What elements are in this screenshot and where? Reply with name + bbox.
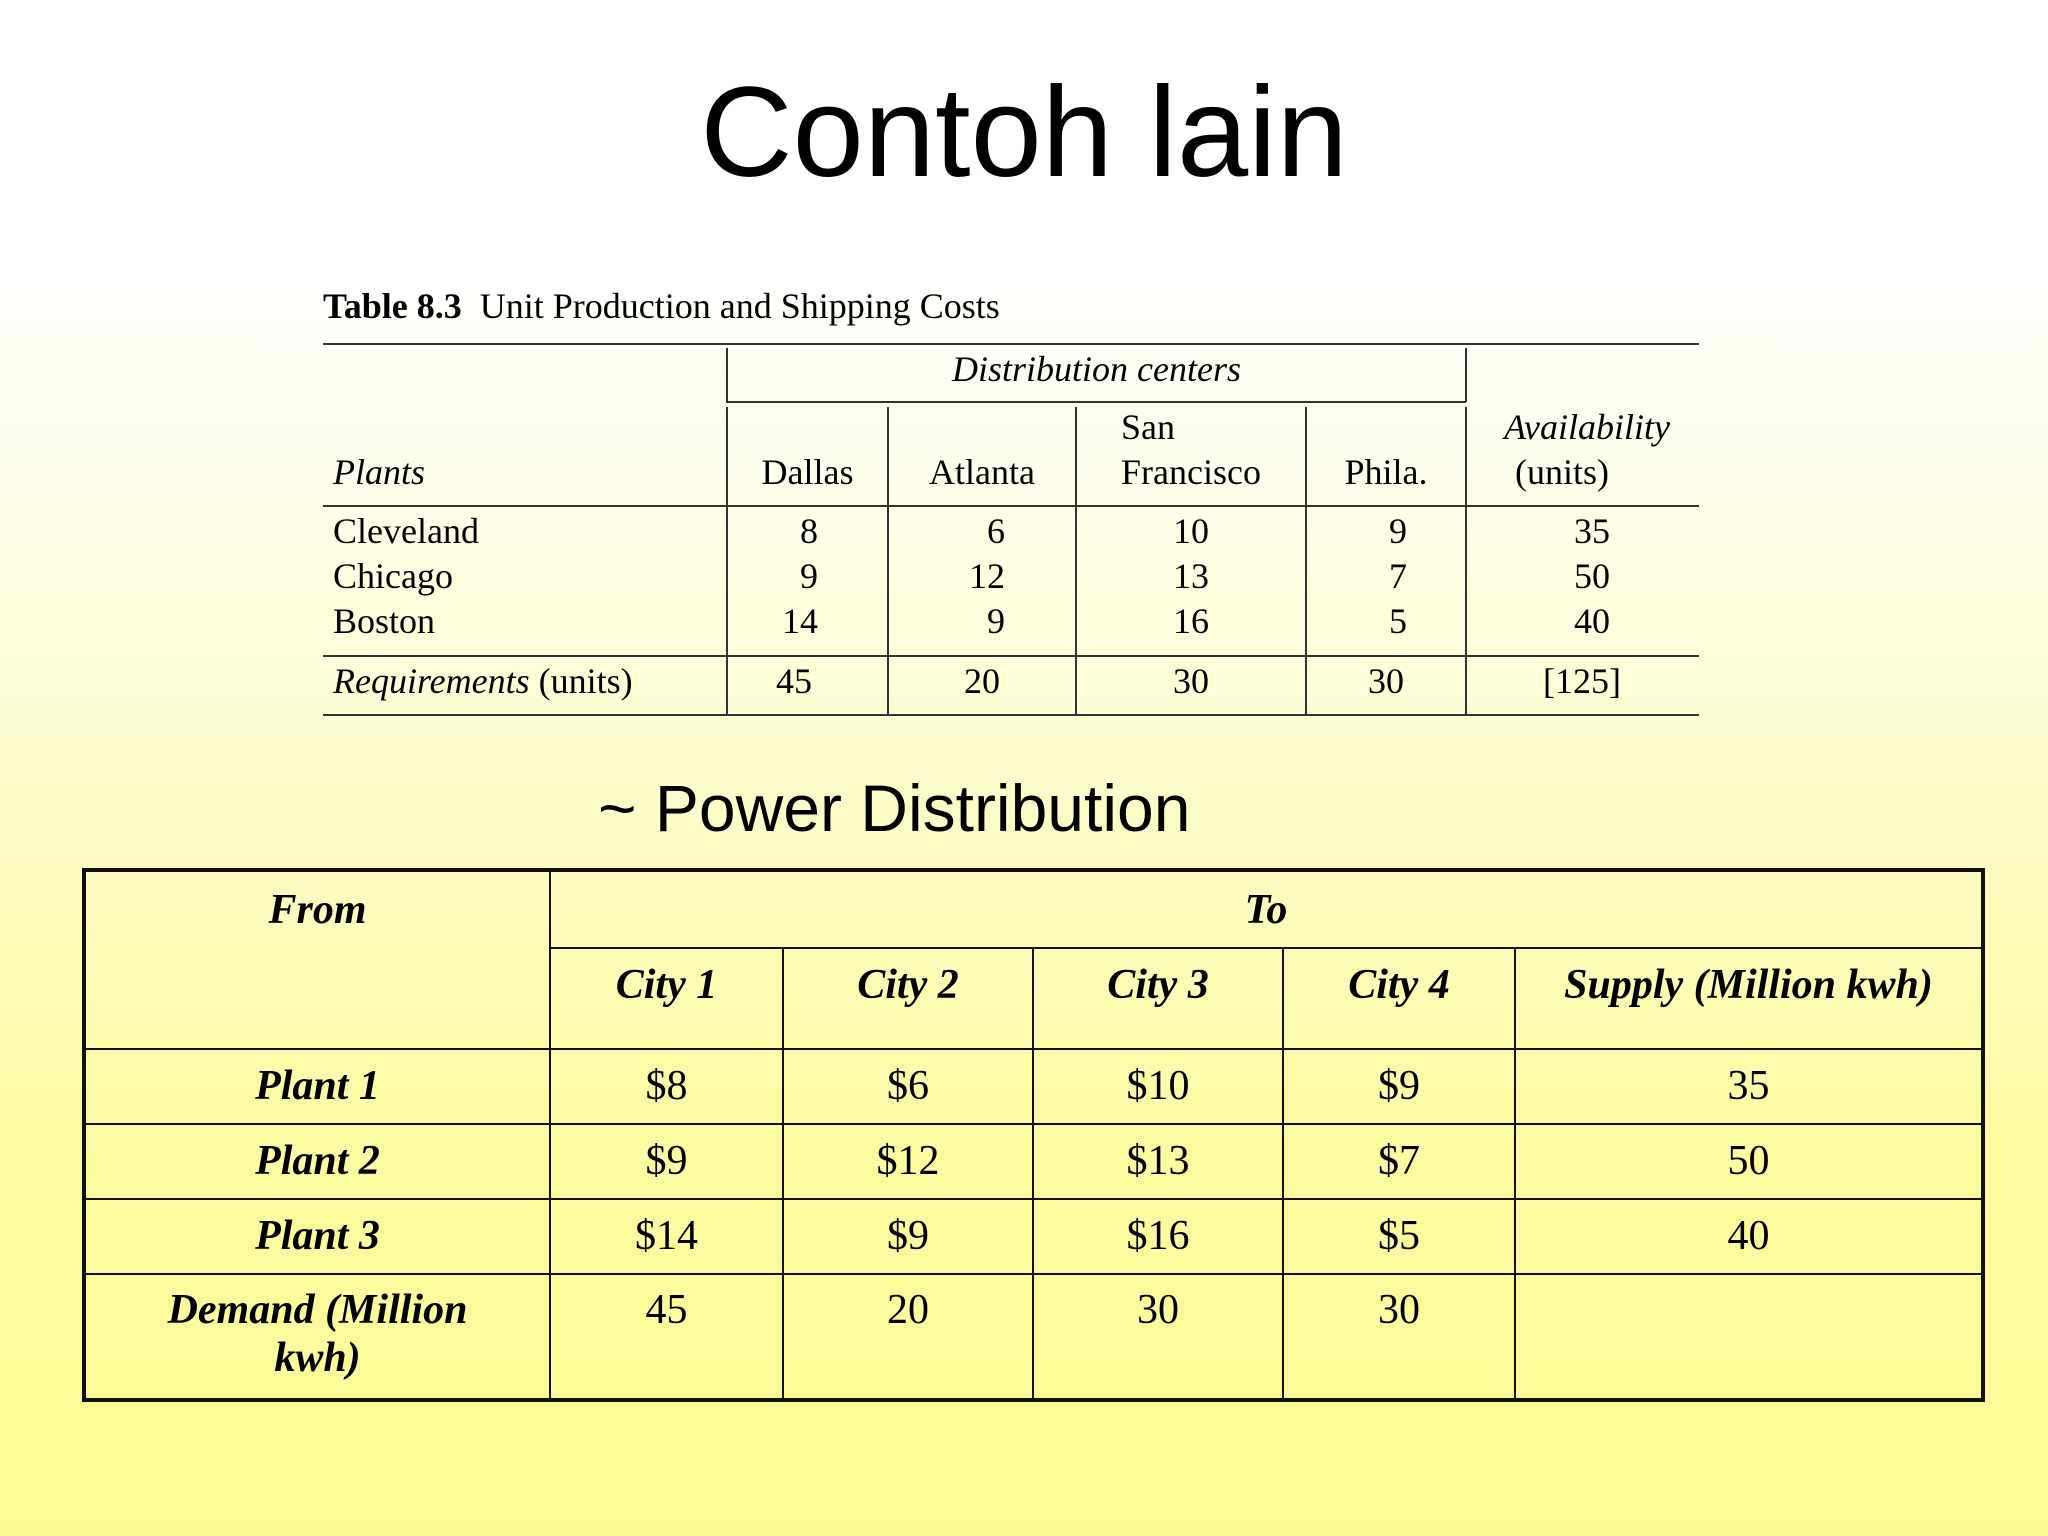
cost-cell: $10 [1126, 1063, 1190, 1109]
cost-cell: 10 [1173, 511, 1209, 551]
cost-cell: $9 [645, 1138, 688, 1184]
requirement-cell: 45 [776, 661, 812, 701]
col-city-3: City 3 [1107, 962, 1209, 1008]
cost-cell: 13 [1173, 556, 1209, 596]
col-city-1: City 1 [615, 962, 718, 1008]
cost-cell: $9 [887, 1213, 929, 1259]
power-distribution-table [82, 868, 1985, 1402]
plant-name: Boston [333, 601, 436, 641]
col-san: San [1121, 407, 1175, 447]
availability-cell: 40 [1574, 601, 1610, 641]
plant-name: Cleveland [333, 511, 479, 551]
supply-cell: 35 [1727, 1063, 1770, 1109]
cost-cell: $7 [1378, 1138, 1420, 1184]
cost-cell: 5 [1389, 601, 1407, 641]
cost-cell: 6 [987, 511, 1005, 551]
cost-cell: 8 [800, 511, 818, 551]
demand-cell: 45 [645, 1287, 688, 1333]
cost-cell: 9 [987, 601, 1005, 641]
cost-cell: 7 [1389, 556, 1407, 596]
demand-cell: 30 [1137, 1287, 1179, 1333]
col-dallas: Dallas [761, 452, 854, 492]
section-subtitle: ~ Power Distribution [598, 771, 1191, 845]
col-city-4: City 4 [1348, 962, 1450, 1008]
requirements-label: Requirements (units) [333, 661, 633, 701]
cost-cell: $6 [887, 1063, 929, 1109]
cost-cell: $13 [1126, 1138, 1190, 1184]
cost-cell: 9 [1389, 511, 1407, 551]
col-phila: Phila. [1344, 452, 1428, 492]
supply-cell: 50 [1727, 1138, 1770, 1184]
availability-header: Availability [1504, 407, 1670, 447]
cost-cell: 14 [782, 601, 818, 641]
row-label: Plant 1 [255, 1063, 380, 1109]
cost-cell: 9 [800, 556, 818, 596]
to-header: To [1244, 887, 1288, 933]
from-header: From [268, 887, 367, 933]
demand-cell: 20 [887, 1287, 929, 1333]
cost-cell: $16 [1126, 1213, 1190, 1259]
demand-cell: 30 [1378, 1287, 1420, 1333]
supply-cell: 40 [1727, 1213, 1770, 1259]
cost-cell: $8 [645, 1063, 688, 1109]
col-atlanta: Atlanta [929, 452, 1035, 492]
plants-header: Plants [333, 452, 426, 492]
availability-cell: 35 [1574, 511, 1610, 551]
col-city-2: City 2 [857, 962, 959, 1008]
cost-cell: $9 [1378, 1063, 1420, 1109]
table-caption-text: Unit Production and Shipping Costs [479, 286, 1000, 326]
col-supply: Supply (Million kwh) [1564, 962, 1933, 1008]
requirement-cell: 30 [1173, 661, 1209, 701]
row-label: Plant 2 [255, 1138, 380, 1184]
requirement-cell: 20 [964, 661, 1000, 701]
distribution-centers-header: Distribution centers [952, 349, 1241, 389]
availability-cell: 50 [1574, 556, 1610, 596]
cost-cell: $12 [876, 1138, 940, 1184]
cost-cell: 12 [969, 556, 1005, 596]
availability-units: (units) [1515, 452, 1609, 492]
requirement-cell: 30 [1368, 661, 1404, 701]
requirement-total: [125] [1543, 661, 1621, 701]
cost-cell: $5 [1378, 1213, 1420, 1259]
plant-name: Chicago [333, 556, 453, 596]
table-caption-label: Table 8.3 [323, 286, 462, 326]
slide-title: Contoh lain [700, 61, 1348, 204]
demand-label: Demand (Million kwh) [167, 1287, 468, 1381]
cost-cell: $14 [635, 1213, 698, 1259]
row-label: Plant 3 [255, 1213, 380, 1259]
production-costs-table [0, 0, 2048, 740]
col-francisco: Francisco [1121, 452, 1261, 492]
cost-cell: 16 [1173, 601, 1209, 641]
